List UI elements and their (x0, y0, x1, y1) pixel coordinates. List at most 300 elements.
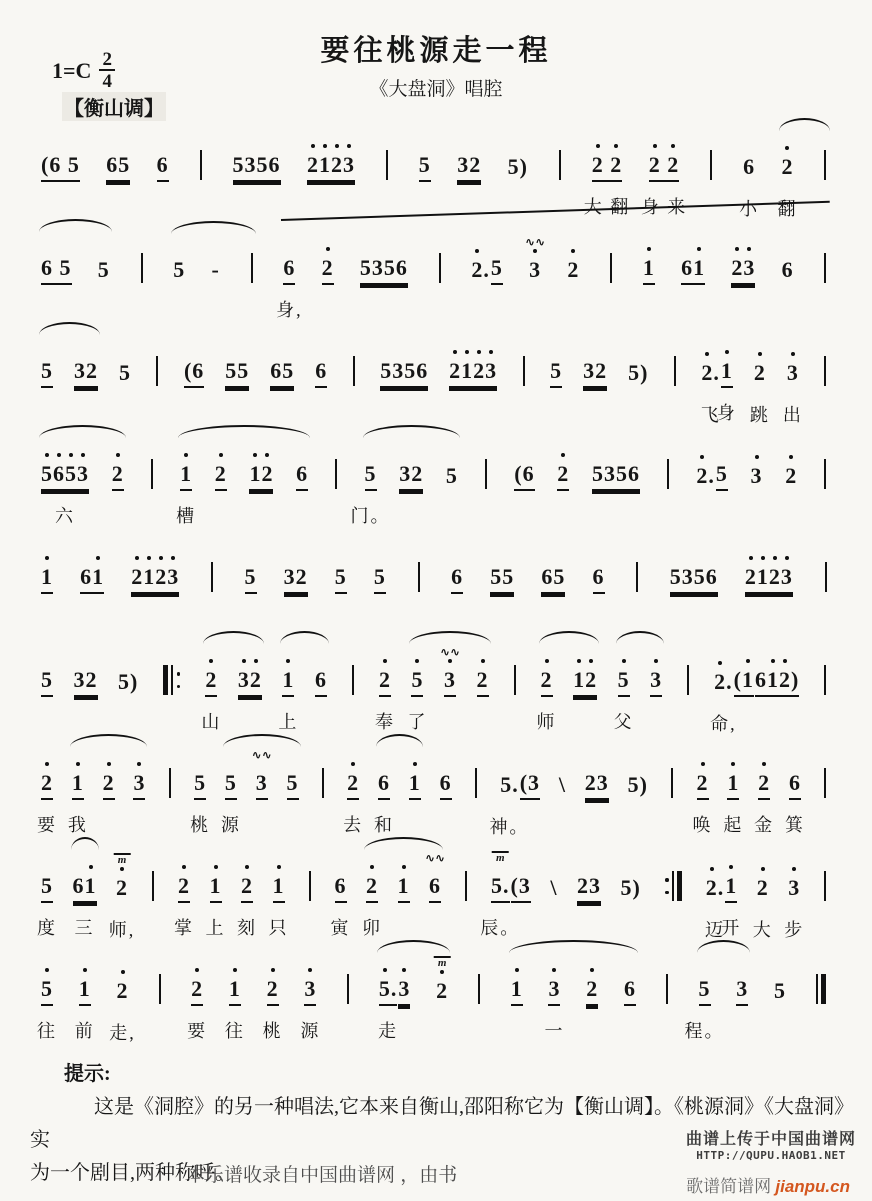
lyric-syllable: 我 (67, 815, 88, 835)
octave-dot (120, 867, 124, 871)
note-cell: 3 ∿∿ (525, 235, 546, 282)
key-signature (52, 50, 115, 91)
barline (437, 251, 442, 285)
lyric-syllable: 箕 (784, 815, 805, 835)
note-cell: 2 山 (205, 666, 217, 697)
score-line (38, 744, 834, 847)
note-cell: 1 2 (573, 666, 597, 697)
page-title: 要往桃源走一程 (320, 35, 552, 67)
octave-dot (277, 865, 281, 869)
octave-dot (725, 350, 729, 354)
note-cell: (6 5 (41, 151, 80, 182)
octave-dot (453, 350, 457, 354)
octave-dot (783, 659, 787, 663)
octave-dot (731, 762, 735, 766)
repeat-start-barline (162, 663, 182, 697)
upload-site-name: 曲谱上传于中国曲谱网 (685, 1131, 856, 1148)
octave-dot (533, 249, 537, 253)
meter-denominator: 4 (99, 69, 115, 91)
note-cell: 2 掌 (178, 872, 190, 903)
note-cell: 1 (409, 769, 421, 800)
note-cell: 5356 (592, 460, 640, 491)
lyric-syllable: 父 (613, 712, 634, 732)
octave-dot (571, 249, 575, 253)
note-cell: 6 (296, 460, 308, 491)
barline (484, 457, 489, 491)
barline (512, 663, 517, 697)
lyric-syllable: 三 (74, 918, 95, 938)
note-cell: 5356 (380, 357, 428, 388)
note-cell: 1 往 (229, 975, 241, 1006)
octave-dot (697, 247, 701, 251)
note-cell: 23 (585, 769, 609, 800)
octave-dot (590, 968, 594, 972)
note-cell: 5 (419, 151, 431, 182)
octave-dot (271, 968, 275, 972)
note-cell: 65 (541, 563, 565, 594)
octave-dot (614, 144, 618, 148)
lyric-syllable: 前 (74, 1021, 95, 1041)
octave-dot (653, 144, 657, 148)
note-cell: 61 (80, 563, 104, 594)
score-line (38, 332, 834, 435)
barline (823, 663, 828, 697)
octave-dot (789, 455, 793, 459)
note-cell: 2 (567, 256, 579, 285)
octave-dot (746, 659, 750, 663)
lyric-syllable: 要 (187, 1021, 208, 1041)
note-cell: 65 (106, 151, 130, 182)
note-cell: 32 (74, 666, 98, 697)
note-cell: 2 卯 (366, 872, 378, 903)
lyric-syllable: 上 (278, 712, 299, 732)
note-cell: 2 1 2 3 (745, 563, 793, 594)
lyric-syllable: 桃 (262, 1021, 283, 1041)
note-cell: 1 上 (210, 872, 222, 903)
note-cell: 5356 (670, 563, 718, 594)
note-cell: 5 (445, 463, 458, 488)
lyric-syllable: 刻 (237, 918, 257, 938)
note-cell: 3 (736, 975, 748, 1006)
note-cell: 5 6 5 3 六 (41, 460, 89, 491)
octave-dot (647, 247, 651, 251)
barline (665, 972, 670, 1006)
note-cell: 6 ∿∿ (429, 872, 441, 903)
tune-name-label: 【衡山调】 (62, 92, 166, 121)
score (38, 126, 834, 1053)
trill-ornament: ∿∿ (424, 851, 446, 865)
score-line (38, 435, 834, 538)
note-cell: 2 要 (41, 769, 53, 800)
note-cell: 3 (133, 769, 145, 800)
lyric-syllable: 身, (276, 300, 303, 320)
note-cell: 6 小 (739, 154, 760, 219)
octave-dot (135, 556, 139, 560)
barline (351, 354, 356, 388)
barline (198, 148, 203, 182)
barline (473, 766, 478, 800)
note-cell: 2 桃 (267, 975, 279, 1006)
octave-dot (214, 865, 218, 869)
octave-dot (440, 970, 444, 974)
note-cell: 55 (225, 357, 249, 388)
note-cell: 61 (681, 254, 705, 285)
mordent-ornament: m (434, 956, 451, 968)
note-cell: \ (558, 772, 566, 797)
note-cell: 5) (118, 669, 139, 694)
barline (521, 354, 526, 388)
note-cell: 5 (245, 563, 257, 594)
octave-dot (402, 865, 406, 869)
note-cell: 32 (457, 151, 481, 182)
octave-dot (81, 453, 85, 457)
octave-dot (552, 968, 556, 972)
octave-dot (182, 865, 186, 869)
note-cell: 6 (593, 563, 605, 594)
note-cell: 2 (785, 462, 797, 491)
octave-dot (577, 659, 581, 663)
trill-ornament: ∿∿ (251, 748, 272, 762)
barline (823, 251, 828, 285)
note-cell: 2 . 命, (714, 668, 733, 697)
octave-dot (370, 865, 374, 869)
note-cell: \ (550, 875, 558, 900)
note-cell: 1 槽 (180, 460, 192, 491)
octave-dot (791, 352, 795, 356)
octave-dot (137, 762, 141, 766)
octave-dot (45, 453, 49, 457)
note-cell: 6 箕 (784, 770, 805, 835)
octave-dot (735, 247, 739, 251)
note-cell: 3 ∿∿ (256, 769, 268, 800)
lyric-syllable: 翻 (777, 199, 798, 219)
note-cell: 32 (74, 357, 98, 388)
note-cell: 2 . 迈 (706, 874, 725, 903)
lyric-syllable: 了 (407, 712, 428, 732)
note-cell: 1 只 (273, 872, 285, 903)
note-cell: 6 身, (276, 255, 303, 320)
barline (416, 560, 421, 594)
note-cell: 6 (157, 151, 169, 182)
barline (686, 663, 691, 697)
octave-dot (233, 968, 237, 972)
hint-label: 提示: (64, 1063, 111, 1085)
note-cell: 1 2 (249, 460, 273, 491)
octave-dot (489, 350, 493, 354)
note-cell: 3 一 (548, 975, 560, 1006)
octave-dot (96, 556, 100, 560)
octave-dot (761, 867, 765, 871)
octave-dot (402, 968, 406, 972)
note-cell: 2 . 飞 (701, 359, 720, 388)
octave-dot (792, 867, 796, 871)
octave-dot (335, 144, 339, 148)
lyric-syllable: 上 (205, 918, 226, 938)
lyric-syllable: 去 (343, 815, 364, 835)
meter-numerator: 2 (102, 49, 112, 70)
octave-dot (477, 350, 481, 354)
note-cell: 1 (643, 254, 655, 285)
barline (334, 457, 339, 491)
octave-dot (83, 968, 87, 972)
octave-dot (729, 865, 733, 869)
note-cell: 2 1 2 3 (307, 151, 355, 182)
lyric-syllable: 身 (716, 403, 737, 423)
octave-dot (413, 762, 417, 766)
barline (320, 766, 325, 800)
octave-dot (45, 762, 49, 766)
note-cell: 5. m 辰。 (480, 852, 521, 938)
hint-text-line1: 这是《洞腔》的另一种唱法,它本来自衡山,邵阳称它为【衡山调】。《桃源洞》《大盘洞》实 (30, 1096, 844, 1151)
octave-dot (89, 865, 93, 869)
repeat-end-barline (663, 869, 683, 903)
barline (823, 148, 828, 182)
note-cell: 5356 (233, 151, 281, 182)
note-cell: 5 (173, 257, 186, 282)
note-cell: 1 (398, 872, 410, 903)
barline (167, 766, 172, 800)
note-cell: 5. 神。 (489, 772, 530, 837)
octave-dot (147, 556, 151, 560)
lyric-syllable: 往 (224, 1021, 245, 1041)
note-cell: 5 了 (411, 666, 423, 697)
octave-dot (589, 659, 593, 663)
note-cell: (6 (184, 357, 204, 388)
octave-dot (475, 249, 479, 253)
lyric-syllable: 槽 (176, 506, 197, 526)
octave-dot (701, 762, 705, 766)
octave-dot (253, 453, 257, 457)
octave-dot (383, 968, 387, 972)
note-cell: 5 (491, 254, 503, 285)
octave-dot (286, 659, 290, 663)
note-cell: 3 出 (787, 359, 799, 388)
note-cell: 3 源 (304, 975, 316, 1006)
lyric-syllable: 神。 (489, 817, 530, 837)
lyric-syllable: 和 (373, 815, 394, 835)
octave-dot (762, 762, 766, 766)
octave-dot (710, 867, 714, 871)
octave-dot (195, 968, 199, 972)
note-cell: 5 (97, 257, 110, 282)
note-cell: 6 (451, 563, 463, 594)
octave-dot (219, 453, 223, 457)
site-name: 歌谱简谱网 (686, 1177, 772, 1196)
note-cell: 32 (284, 563, 308, 594)
lyric-syllable: 只 (268, 918, 289, 938)
note-cell: 2 跳 (754, 359, 766, 388)
octave-dot (57, 453, 61, 457)
note-cell: 2 唤 (697, 769, 709, 800)
note-cell: 2 要 (191, 975, 203, 1006)
slur-arc (779, 118, 830, 131)
octave-dot (245, 865, 249, 869)
barline (823, 869, 828, 903)
note-cell: 3 步 (788, 874, 800, 903)
trill-ornament: ∿∿ (439, 645, 461, 659)
lyric-syllable: 桃 (190, 815, 211, 835)
note-cell: 1 起 (727, 769, 739, 800)
lyric-syllable: 掌 (174, 918, 194, 938)
mordent-ornament: m (492, 851, 509, 863)
lyric-syllable: 一 (544, 1021, 565, 1041)
lyric-syllable: 走 (378, 1021, 399, 1041)
note-cell: 32 (583, 357, 607, 388)
site-watermark (686, 1172, 850, 1197)
octave-dot (45, 968, 49, 972)
octave-dot (785, 556, 789, 560)
note-cell: 5 程。 (684, 976, 725, 1041)
note-cell: 2 2 身 来 (649, 151, 680, 182)
score-line (38, 229, 834, 332)
lyric-syllable: 度 (37, 918, 57, 938)
note-cell: 1 前 (79, 975, 91, 1006)
note-cell: (3 (520, 769, 540, 800)
note-cell: 2 奉 (379, 666, 391, 697)
score-line (38, 641, 834, 744)
barline (249, 251, 254, 285)
note-cell: 6 (315, 357, 327, 388)
barline (609, 251, 614, 285)
note-cell: 5 门。 (350, 461, 391, 526)
note-cell: - (211, 257, 220, 282)
note-cell: 3 (398, 975, 410, 1006)
octave-dot (785, 146, 789, 150)
note-cell: 2 大 (757, 874, 769, 903)
note-cell: 2 (322, 254, 334, 285)
barline (209, 560, 214, 594)
note-cell: 1 (41, 563, 53, 594)
note-cell: 5 度 (37, 873, 57, 938)
lyric-syllable: 金 (754, 815, 775, 835)
note-cell: 2 . (471, 256, 490, 285)
note-cell: 5 (287, 769, 299, 800)
upload-site-url: HTTP://QUPU.HAOB1.NET (696, 1149, 846, 1162)
lyric-syllable: 源 (300, 1021, 321, 1041)
note-cell: 32 (399, 460, 423, 491)
lyric-syllable: 卯 (362, 918, 382, 938)
note-cell: 5 (550, 357, 562, 388)
note-cell: 2 1 2 3 (449, 357, 497, 388)
note-cell: 6 寅 (330, 873, 351, 938)
octave-dot (747, 247, 751, 251)
octave-dot (265, 453, 269, 457)
octave-dot (351, 762, 355, 766)
note-cell: 2 2 大 翻 (592, 151, 623, 182)
octave-dot (515, 968, 519, 972)
note-cell: 2 去 (347, 769, 359, 800)
lyric-syllable: 门。 (350, 506, 391, 526)
octave-dot (771, 659, 775, 663)
note-cell: (1 (734, 666, 754, 697)
octave-dot (596, 144, 600, 148)
barline (384, 148, 389, 182)
barline (477, 972, 482, 1006)
lyric-syllable: 唤 (692, 815, 713, 835)
note-cell: 1 开 (725, 872, 737, 903)
barline (307, 869, 312, 903)
note-cell: 6 (781, 257, 794, 282)
note-cell: (3 (511, 872, 531, 903)
note-cell: 5 (118, 360, 131, 385)
lyric-syllable: 跳 (749, 405, 770, 425)
octave-dot (415, 659, 419, 663)
note-cell: 5 往 (41, 975, 53, 1006)
lyric-syllable: 迈 (705, 920, 726, 940)
octave-dot (755, 455, 759, 459)
note-cell: 1 我 (72, 769, 84, 800)
note-cell: 2 (586, 975, 598, 1006)
note-cell: 5) (620, 875, 641, 900)
octave-dot (700, 455, 704, 459)
lyric-syllable: 寅 (330, 918, 351, 938)
octave-dot (69, 453, 73, 457)
note-cell: 6 和 (373, 770, 394, 835)
barline (151, 869, 156, 903)
note-cell: 5 桃 (190, 770, 211, 835)
lyric-syllable: 源 (220, 815, 241, 835)
octave-dot (45, 556, 49, 560)
note-cell: 1 (511, 975, 523, 1006)
lyric-syllable: 命, (710, 714, 737, 734)
note-cell: 6 (624, 975, 636, 1006)
note-cell: 6 (440, 769, 452, 800)
barline (823, 457, 828, 491)
note-cell: 5 源 (220, 770, 241, 835)
barline (464, 869, 469, 903)
note-cell: 5 (716, 460, 728, 491)
site-url-link[interactable]: jianpu.cn (775, 1177, 850, 1196)
barline (557, 148, 562, 182)
octave-dot (171, 556, 175, 560)
barline (635, 560, 640, 594)
octave-dot (107, 762, 111, 766)
note-cell: 3 2 (238, 666, 262, 697)
octave-dot (116, 453, 120, 457)
octave-dot (671, 144, 675, 148)
note-cell: 1 身 (721, 357, 733, 388)
lyric-syllable: 起 (723, 815, 744, 835)
octave-dot (184, 453, 188, 457)
note-cell: 61 三 (73, 872, 97, 903)
lyric-syllable: 步 (784, 920, 805, 940)
octave-dot (561, 453, 565, 457)
note-cell: 2 师 (541, 666, 553, 697)
note-cell: 2 (215, 460, 227, 491)
note-cell: 5 . 走 (379, 975, 398, 1006)
note-cell: 5 父 (618, 666, 630, 697)
octave-dot (242, 659, 246, 663)
lyric-syllable: 开 (721, 918, 742, 938)
note-cell: 2 金 (758, 769, 770, 800)
barline (823, 766, 828, 800)
octave-dot (383, 659, 387, 663)
note-cell: 1 上 (282, 666, 294, 697)
barline (672, 354, 677, 388)
note-cell: 5 (41, 357, 53, 388)
lyric-syllable: 师 (536, 712, 557, 732)
barline (670, 766, 675, 800)
octave-dot (622, 659, 626, 663)
barline (139, 251, 144, 285)
note-cell: 2 (103, 769, 115, 800)
note-cell: 3 (650, 666, 662, 697)
key-label: 1=C (52, 57, 92, 83)
lyric-syllable: 小 (739, 199, 760, 219)
note-cell: 2 . (696, 462, 715, 491)
hint-text-line2: 为一个剧目,两种称呼。 (30, 1162, 235, 1184)
score-line (38, 538, 834, 641)
